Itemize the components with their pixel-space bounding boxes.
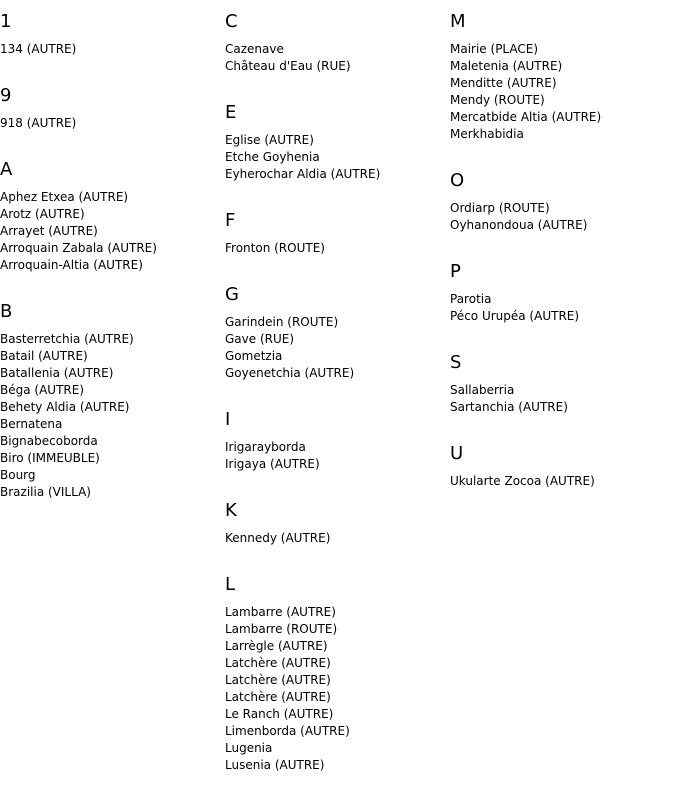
street-link[interactable]: Lugenia (225, 741, 273, 755)
letter-heading: S (450, 352, 462, 373)
letter-group (225, 273, 447, 382)
street-link[interactable]: Aphez Etxea (AUTRE) (0, 190, 129, 204)
letter-group (0, 148, 222, 274)
letter-heading: B (0, 301, 13, 322)
street-list (225, 41, 447, 75)
letter-heading: O (450, 170, 465, 191)
letter-group (225, 199, 447, 257)
street-list (450, 200, 672, 234)
letter-group (225, 398, 447, 473)
street-link[interactable]: Château d'Eau (RUE) (225, 59, 351, 73)
letter-group (450, 432, 672, 490)
street-link[interactable]: Larrègle (AUTRE) (225, 639, 328, 653)
street-list (225, 132, 447, 183)
street-link[interactable]: Eyherochar Aldia (AUTRE) (225, 167, 381, 181)
street-link[interactable]: Goyenetchia (AUTRE) (225, 366, 355, 380)
street-link[interactable]: Limenborda (AUTRE) (225, 724, 350, 738)
street-list (225, 314, 447, 382)
street-link[interactable]: Biro (IMMEUBLE) (0, 451, 100, 465)
street-list (450, 291, 672, 325)
letter-heading: 9 (0, 85, 12, 106)
letter-heading: C (225, 11, 238, 32)
street-link[interactable]: Basterretchia (AUTRE) (0, 332, 134, 346)
street-link[interactable]: Ukularte Zocoa (AUTRE) (450, 474, 595, 488)
street-list (225, 530, 447, 547)
street-list (450, 41, 672, 143)
street-link[interactable]: Kennedy (AUTRE) (225, 531, 331, 545)
street-link[interactable]: Batallenia (AUTRE) (0, 366, 114, 380)
index-column-1 (0, 0, 222, 517)
letter-heading: M (450, 11, 466, 32)
street-link[interactable]: Etche Goyhenia (225, 150, 320, 164)
letter-group (0, 0, 222, 58)
street-link[interactable]: Lambarre (ROUTE) (225, 622, 338, 636)
street-list (225, 240, 447, 257)
street-link[interactable]: Menditte (AUTRE) (450, 76, 557, 90)
street-link[interactable]: Bignabecoborda (0, 434, 98, 448)
letter-group (450, 0, 672, 143)
letter-heading: I (225, 409, 231, 430)
street-link[interactable]: Merkhabidia (450, 127, 524, 141)
street-link[interactable]: Cazenave (225, 42, 284, 56)
index-column-2 (225, 0, 447, 790)
street-link[interactable]: Arroquain-Altia (AUTRE) (0, 258, 143, 272)
letter-group (0, 290, 222, 501)
street-link[interactable]: Gave (RUE) (225, 332, 295, 346)
street-link[interactable]: 134 (AUTRE) (0, 42, 77, 56)
letter-heading: U (450, 443, 464, 464)
street-link[interactable]: Latchère (AUTRE) (225, 656, 331, 670)
letter-group (450, 341, 672, 416)
index-column-3 (450, 0, 672, 506)
street-link[interactable]: Gometzia (225, 349, 283, 363)
street-list (0, 115, 222, 132)
letter-heading: P (450, 261, 461, 282)
letter-group (225, 0, 447, 75)
street-link[interactable]: Arroquain Zabala (AUTRE) (0, 241, 157, 255)
street-link[interactable]: Lusenia (AUTRE) (225, 758, 325, 772)
letter-heading: 1 (0, 11, 12, 32)
street-link[interactable]: Garindein (ROUTE) (225, 315, 339, 329)
letter-group (225, 91, 447, 183)
street-list (450, 382, 672, 416)
letter-heading: A (0, 159, 13, 180)
street-list (225, 439, 447, 473)
letter-heading: L (225, 574, 236, 595)
street-list (450, 473, 672, 490)
street-link[interactable]: Mercatbide Altia (AUTRE) (450, 110, 602, 124)
letter-heading: G (225, 284, 239, 305)
letter-group (225, 563, 447, 774)
street-link[interactable]: Ordiarp (ROUTE) (450, 201, 550, 215)
letter-heading: K (225, 500, 237, 521)
street-link[interactable]: Péco Urupéa (AUTRE) (450, 309, 580, 323)
street-link[interactable]: Latchère (AUTRE) (225, 673, 331, 687)
street-link[interactable]: Eglise (AUTRE) (225, 133, 314, 147)
street-link[interactable]: Sartanchia (AUTRE) (450, 400, 568, 414)
street-link[interactable]: Parotia (450, 292, 492, 306)
street-link[interactable]: Lambarre (AUTRE) (225, 605, 336, 619)
letter-group (450, 159, 672, 234)
street-link[interactable]: Irigarayborda (225, 440, 306, 454)
street-link[interactable]: Behety Aldia (AUTRE) (0, 400, 130, 414)
street-link[interactable]: Mendy (ROUTE) (450, 93, 545, 107)
street-link[interactable]: Arotz (AUTRE) (0, 207, 85, 221)
letter-group (450, 250, 672, 325)
street-link[interactable]: Bourg (0, 468, 36, 482)
street-link[interactable]: Oyhanondoua (AUTRE) (450, 218, 588, 232)
street-link[interactable]: Mairie (PLACE) (450, 42, 539, 56)
street-link[interactable]: Batail (AUTRE) (0, 349, 88, 363)
street-link[interactable]: Sallaberria (450, 383, 515, 397)
street-link[interactable]: Brazilia (VILLA) (0, 485, 91, 499)
street-link[interactable]: Le Ranch (AUTRE) (225, 707, 334, 721)
street-link[interactable]: Béga (AUTRE) (0, 383, 85, 397)
letter-group (225, 489, 447, 547)
street-link[interactable]: Latchère (AUTRE) (225, 690, 331, 704)
street-list (0, 331, 222, 501)
street-list (0, 189, 222, 274)
street-link[interactable]: Bernatena (0, 417, 63, 431)
street-link[interactable]: 918 (AUTRE) (0, 116, 77, 130)
street-link[interactable]: Maletenia (AUTRE) (450, 59, 563, 73)
street-link[interactable]: Fronton (ROUTE) (225, 241, 325, 255)
letter-group (0, 74, 222, 132)
street-link[interactable]: Irigaya (AUTRE) (225, 457, 320, 471)
letter-heading: F (225, 210, 236, 231)
street-link[interactable]: Arrayet (AUTRE) (0, 224, 98, 238)
street-list (225, 604, 447, 774)
letter-heading: E (225, 102, 237, 123)
street-list (0, 41, 222, 58)
